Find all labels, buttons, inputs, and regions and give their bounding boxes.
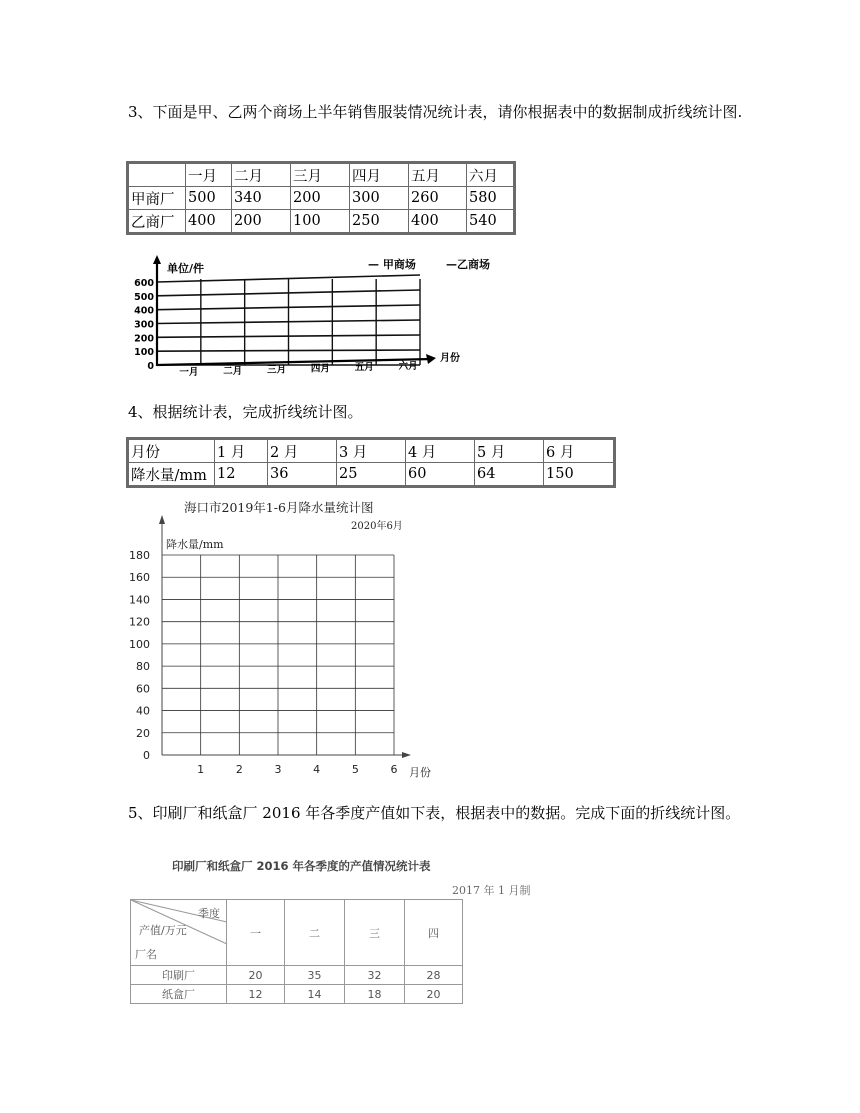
y-tick-label: 180 [129, 549, 150, 562]
y-tick-label: 300 [134, 319, 154, 331]
sales-line-chart-grid [128, 252, 510, 380]
x-tick-label: 二月 [223, 365, 243, 377]
table-cell: 28 [405, 966, 463, 985]
y-tick-label: 0 [143, 749, 150, 762]
y-axis-arrow [159, 515, 165, 524]
table-cell: 乙商厂 [129, 210, 186, 233]
table-cell: 1 月 [215, 440, 268, 463]
question-4-text: 4、根据统计表，完成折线统计图。 [128, 403, 363, 421]
y-axis-arrow [153, 255, 161, 264]
unit-label: 单位/件 [167, 262, 205, 275]
table-cell: 500 [186, 187, 232, 210]
table-cell: 印刷厂 [131, 966, 227, 985]
y-tick-label: 80 [136, 660, 150, 674]
x-tick-label: 五月 [354, 362, 374, 374]
x-tick-label: 4 [313, 763, 321, 776]
table-cell: 一月 [186, 164, 232, 187]
output-table [130, 899, 463, 1004]
table-cell: 降水量/mm [129, 463, 215, 486]
x-tick-label: 1 [197, 763, 205, 776]
y-tick-label: 0 [147, 361, 154, 372]
table-row [129, 440, 614, 463]
y-tick-label: 20 [136, 726, 150, 740]
sales-table [128, 163, 514, 233]
y-tick-label: 100 [129, 637, 150, 651]
table-row [129, 164, 514, 187]
y-tick-label: 400 [134, 305, 154, 317]
x-tick-label: 一月 [179, 367, 199, 378]
table-cell: 2 月 [268, 440, 337, 463]
table-cell: 580 [467, 187, 514, 210]
table-cell [129, 164, 186, 187]
table-cell: 甲商厂 [129, 187, 186, 210]
table-cell: 260 [409, 187, 467, 210]
x-tick-label: 三月 [267, 364, 287, 376]
table-date: 2017 年 1 月制 [452, 884, 531, 897]
table-cell: 12 [215, 463, 268, 486]
table-cell: 纸盒厂 [131, 985, 227, 1004]
table-cell: 200 [291, 187, 350, 210]
table-cell: 五月 [409, 164, 467, 187]
table-title: 印刷厂和纸盒厂 2016 年各季度的产值情况统计表 [172, 859, 431, 873]
rainfall-line-chart-grid [128, 495, 448, 785]
table-cell: 540 [467, 210, 514, 233]
x-tick-label: 四月 [310, 363, 330, 375]
x-tick-label: 六月 [398, 361, 418, 372]
y-tick-label: 140 [129, 593, 150, 607]
header-value: 产值/万元 [139, 924, 187, 937]
chart-title: 海口市2019年1-6月降水量统计图 [184, 500, 374, 515]
diagonal-header-cell [131, 900, 227, 966]
table-cell: 300 [350, 187, 409, 210]
x-axis-label: 月份 [409, 766, 431, 779]
table-cell: 6 月 [544, 440, 614, 463]
y-tick-label: 600 [134, 278, 154, 289]
table-cell: 三 [345, 900, 405, 966]
table-cell: 60 [406, 463, 475, 486]
table-cell: 250 [350, 210, 409, 233]
table-row [131, 966, 463, 985]
table-row [129, 463, 614, 486]
x-axis-arrow [426, 354, 436, 364]
table-cell: 二月 [232, 164, 291, 187]
x-tick-label: 6 [390, 763, 398, 776]
table-cell: 3 月 [337, 440, 406, 463]
table-cell: 5 月 [475, 440, 544, 463]
y-tick-label: 60 [136, 682, 150, 696]
table-cell: 400 [186, 210, 232, 233]
legend-label-jia: — 甲商场 [368, 258, 416, 271]
chart-date: 2020年6月 [351, 521, 403, 532]
table-cell: 340 [232, 187, 291, 210]
question-3-text: 3、下面是甲、乙两个商场上半年销售服装情况统计表，请你根据表中的数据制成折线统计图. [128, 103, 743, 121]
table-cell: 四 [405, 900, 463, 966]
header-season: 季度 [198, 907, 220, 920]
table-cell: 四月 [350, 164, 409, 187]
table-cell: 64 [475, 463, 544, 486]
x-tick-label: 2 [235, 763, 243, 776]
table-cell: 12 [227, 985, 285, 1004]
table-cell: 20 [405, 985, 463, 1004]
table-cell: 150 [544, 463, 614, 486]
x-axis-label: 月份 [440, 353, 460, 364]
x-axis-arrow [402, 752, 411, 758]
table-cell: 三月 [291, 164, 350, 187]
y-tick-label: 40 [136, 704, 150, 718]
table-cell: 32 [345, 966, 405, 985]
y-tick-label: 160 [129, 571, 150, 585]
x-axis [157, 359, 432, 365]
table-cell: 100 [291, 210, 350, 233]
table-cell: 20 [227, 966, 285, 985]
y-tick-label: 500 [134, 291, 154, 303]
table-cell: 一 [227, 900, 285, 966]
table-row [131, 900, 463, 966]
question-5-text: 5、印刷厂和纸盒厂 2016 年各季度产值如下表，根据表中的数据。完成下面的折线统计图。 [128, 804, 741, 822]
table-cell: 4 月 [406, 440, 475, 463]
table-cell: 月份 [129, 440, 215, 463]
legend-label-yi: —乙商场 [446, 258, 490, 271]
table-cell: 35 [285, 966, 345, 985]
table-cell: 25 [337, 463, 406, 486]
y-tick-label: 200 [134, 333, 154, 345]
table-row [129, 187, 514, 210]
table-cell: 200 [232, 210, 291, 233]
y-tick-label: 120 [129, 615, 150, 629]
x-tick-label: 5 [351, 763, 359, 776]
table-row [131, 985, 463, 1004]
x-tick-label: 3 [274, 763, 282, 776]
table-row [129, 210, 514, 233]
table-cell: 二 [285, 900, 345, 966]
output-table-figure [128, 858, 531, 1003]
table-cell: 400 [409, 210, 467, 233]
y-tick-label: 100 [134, 347, 154, 359]
table-cell: 36 [268, 463, 337, 486]
table-cell: 18 [345, 985, 405, 1004]
table-cell: 14 [285, 985, 345, 1004]
rainfall-table [128, 439, 614, 486]
y-axis-label: 降水量/mm [166, 538, 224, 551]
table-cell: 六月 [467, 164, 514, 187]
header-factory: 厂名 [135, 948, 157, 961]
